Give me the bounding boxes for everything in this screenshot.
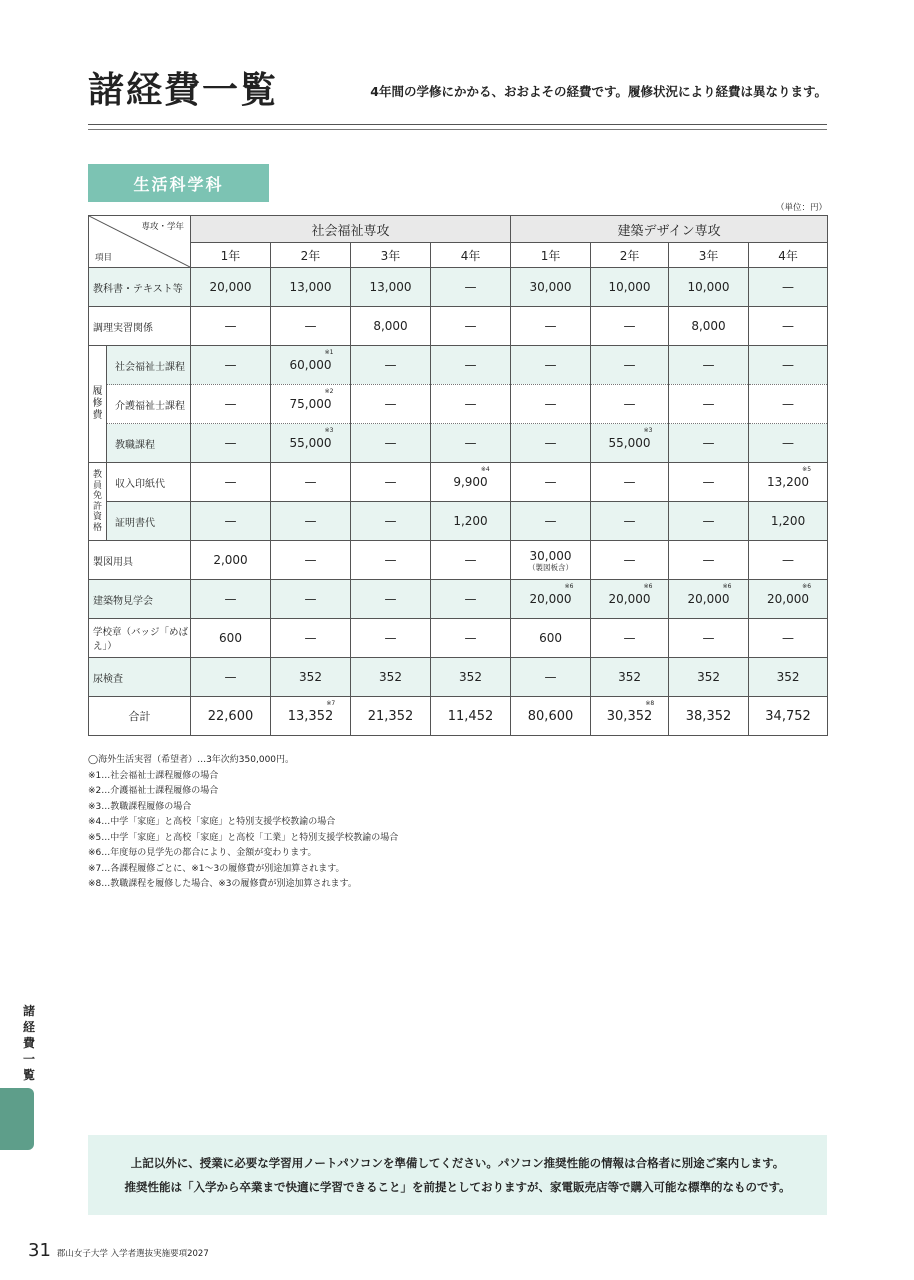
value-cell: 8,000 — [669, 307, 749, 346]
year-header: 1年 — [511, 243, 591, 268]
row-label: 尿検査 — [89, 658, 191, 697]
row-label: 製図用具 — [89, 541, 191, 580]
page-subtitle: 4年間の学修にかかる、おおよその経費です。履修状況により経費は異なります。 — [370, 84, 827, 99]
value-cell: — — [511, 307, 591, 346]
total-row — [89, 697, 828, 736]
footnote-mark: ※1 — [324, 349, 334, 356]
value-cell: — — [749, 424, 828, 463]
value-cell: — — [351, 502, 431, 541]
notice-line: 推奨性能は「入学から卒業まで快適に学習できること」を前提としておりますが、家電販売店等で購入可能な標準的なものです。 — [124, 1180, 791, 1194]
footnote-line: ※2…介護福祉士課程履修の場合 — [88, 786, 219, 796]
table-row — [89, 463, 828, 502]
value-text: 20,000 — [767, 592, 810, 606]
value-cell: — — [191, 658, 271, 697]
total-cell: 34,752 — [749, 697, 828, 736]
table-row — [89, 658, 828, 697]
value-cell: 20,000 — [191, 268, 271, 307]
footnote-line: ※3…教職課程履修の場合 — [88, 801, 192, 812]
value-text: 55,000 — [289, 436, 332, 450]
table-corner-header — [89, 216, 191, 268]
value-cell: — — [271, 580, 351, 619]
value-cell: — — [511, 463, 591, 502]
footnote-mark: ※6 — [722, 583, 732, 590]
value-cell: — — [351, 346, 431, 385]
value-cell: — — [191, 424, 271, 463]
value-cell: 13,000 — [351, 268, 431, 307]
value-cell: — — [431, 268, 511, 307]
footnote-mark: ※8 — [645, 699, 655, 707]
value-cell: — — [271, 619, 351, 658]
value-cell: — — [511, 385, 591, 424]
value-cell: 352 — [431, 658, 511, 697]
value-cell — [431, 463, 511, 502]
footnote-line: ※8…教職課程を履修した場合、※3の履修費が別途加算されます。 — [88, 879, 357, 889]
department-label: 生活科学科 — [88, 164, 269, 202]
value-cell: — — [749, 541, 828, 580]
value-cell: — — [431, 580, 511, 619]
value-text: 13,200 — [767, 475, 810, 489]
table-row — [89, 346, 828, 385]
value-cell: — — [511, 346, 591, 385]
table-row — [89, 541, 828, 580]
footnote-line: ※7…各課程履修ごとに、※1～3の履修費が別途加算されます。 — [88, 863, 345, 874]
corner-label-item: 項目 — [95, 253, 113, 263]
value-cell: — — [591, 346, 669, 385]
value-cell: — — [749, 346, 828, 385]
value-cell: — — [669, 502, 749, 541]
value-cell: — — [749, 268, 828, 307]
table-row — [89, 424, 828, 463]
footnote-mark: ※5 — [802, 466, 812, 473]
value-cell: 2,000 — [191, 541, 271, 580]
table-row — [89, 580, 828, 619]
value-text: 30,352 — [606, 708, 653, 724]
value-cell: — — [749, 385, 828, 424]
year-header: 2年 — [271, 243, 351, 268]
value-cell: — — [271, 502, 351, 541]
footnote-mark: ※6 — [564, 583, 574, 590]
footnote-mark: ※2 — [324, 388, 334, 395]
value-cell: 13,000 — [271, 268, 351, 307]
value-cell: — — [351, 424, 431, 463]
footnote-mark: ※6 — [802, 583, 812, 590]
value-cell: — — [191, 463, 271, 502]
year-header: 3年 — [669, 243, 749, 268]
footnote-line: ※6…年度毎の見学先の都合により、金額が変わります。 — [88, 848, 317, 858]
value-cell: 352 — [351, 658, 431, 697]
value-cell: — — [431, 541, 511, 580]
row-label: 調理実習関係 — [89, 307, 191, 346]
table-row — [89, 307, 828, 346]
value-text: 13,352 — [287, 708, 334, 724]
value-cell: — — [431, 619, 511, 658]
value-cell: — — [431, 346, 511, 385]
row-label: 学校章（バッジ「めばえ」） — [89, 619, 191, 658]
total-cell — [271, 697, 351, 736]
value-cell: 1,200 — [431, 502, 511, 541]
footnote-line: ※1…社会福祉士課程履修の場合 — [88, 770, 219, 781]
value-cell: — — [591, 619, 669, 658]
laptop-notice-box — [88, 1135, 827, 1215]
value-cell: — — [351, 619, 431, 658]
value-cell: — — [591, 385, 669, 424]
major-header-social-welfare: 社会福祉専攻 — [191, 216, 511, 243]
value-cell: — — [749, 619, 828, 658]
value-cell: — — [271, 307, 351, 346]
value-cell: 1,200 — [749, 502, 828, 541]
value-text: 75,000 — [289, 397, 332, 411]
page-footer — [28, 1240, 209, 1261]
cost-table — [88, 215, 828, 736]
notice-line: 上記以外に、授業に必要な学習用ノートパソコンを準備してください。パソコン推奨性能の情報は合格者に別途ご案内します。 — [130, 1156, 785, 1170]
value-cell: — — [191, 385, 271, 424]
value-cell: — — [511, 424, 591, 463]
value-cell: — — [351, 463, 431, 502]
value-cell — [511, 541, 591, 580]
value-cell: — — [351, 541, 431, 580]
value-text: 20,000 — [687, 592, 730, 606]
row-label: 社会福祉士課程 — [107, 346, 191, 385]
total-cell — [591, 697, 669, 736]
year-header: 4年 — [431, 243, 511, 268]
year-header: 4年 — [749, 243, 828, 268]
table-row — [89, 619, 828, 658]
footnote-line: ※4…中学「家庭」と高校「家庭」と特別支援学校教諭の場合 — [88, 817, 336, 827]
value-cell: — — [431, 307, 511, 346]
value-cell — [749, 463, 828, 502]
year-header: 3年 — [351, 243, 431, 268]
value-cell — [591, 580, 669, 619]
value-cell: — — [591, 307, 669, 346]
value-cell: — — [431, 385, 511, 424]
row-label: 証明書代 — [107, 502, 191, 541]
value-cell: — — [191, 346, 271, 385]
value-text: 30,000 — [529, 548, 572, 563]
value-cell — [669, 580, 749, 619]
group-label-rishuhi: 履 修 費 — [89, 346, 107, 463]
row-label: 介護福祉士課程 — [107, 385, 191, 424]
footnote-line: ※5…中学「家庭」と高校「家庭」と高校「工業」と特別支援学校教諭の場合 — [88, 832, 399, 843]
total-cell: 38,352 — [669, 697, 749, 736]
document-title: 郡山女子大学 入学者選抜実施要項2027 — [56, 1249, 209, 1259]
value-cell: — — [191, 307, 271, 346]
total-cell: 21,352 — [351, 697, 431, 736]
value-cell: 8,000 — [351, 307, 431, 346]
value-cell: — — [591, 502, 669, 541]
value-text: 60,000 — [289, 358, 332, 372]
value-cell: — — [191, 502, 271, 541]
value-cell: — — [271, 463, 351, 502]
value-cell: 10,000 — [669, 268, 749, 307]
value-cell: — — [351, 580, 431, 619]
value-cell: — — [591, 541, 669, 580]
side-section-label: 諸 経 費 一 覧 — [22, 1004, 35, 1082]
row-label: 建築物見学会 — [89, 580, 191, 619]
row-label: 教科書・テキスト等 — [89, 268, 191, 307]
value-cell: — — [669, 619, 749, 658]
value-cell — [511, 580, 591, 619]
side-index-tab — [0, 1088, 34, 1150]
value-cell — [749, 580, 828, 619]
value-cell: — — [669, 424, 749, 463]
value-cell: — — [749, 307, 828, 346]
footnote-line: ◯海外生活実習（希望者）…3年次約350,000円。 — [88, 755, 295, 765]
value-cell: 600 — [191, 619, 271, 658]
value-cell: — — [511, 502, 591, 541]
value-cell: 10,000 — [591, 268, 669, 307]
total-cell: 11,452 — [431, 697, 511, 736]
value-cell: — — [591, 463, 669, 502]
value-note: （製図板含） — [528, 562, 574, 572]
page-number: 31 — [28, 1240, 51, 1261]
value-cell: — — [271, 541, 351, 580]
value-text: 55,000 — [608, 436, 651, 450]
footnote-mark: ※3 — [324, 427, 334, 434]
footnote-mark: ※7 — [326, 699, 336, 707]
value-cell — [271, 424, 351, 463]
title-divider-bottom — [88, 129, 827, 130]
value-cell — [271, 346, 351, 385]
value-cell: 30,000 — [511, 268, 591, 307]
value-text: 9,900 — [453, 475, 488, 489]
value-text: 20,000 — [529, 592, 572, 606]
value-cell: 352 — [271, 658, 351, 697]
value-cell: — — [351, 385, 431, 424]
table-row — [89, 268, 828, 307]
footnote-mark: ※4 — [480, 466, 490, 473]
value-cell: — — [191, 580, 271, 619]
row-label: 教職課程 — [107, 424, 191, 463]
footnote-mark: ※3 — [643, 427, 653, 434]
value-cell: — — [669, 385, 749, 424]
total-cell: 80,600 — [511, 697, 591, 736]
major-header-architecture: 建築デザイン専攻 — [511, 216, 828, 243]
year-header: 1年 — [191, 243, 271, 268]
value-cell: — — [669, 346, 749, 385]
value-cell: 352 — [669, 658, 749, 697]
value-cell: — — [669, 541, 749, 580]
value-text: 20,000 — [608, 592, 651, 606]
table-row — [89, 502, 828, 541]
footnote-mark: ※6 — [643, 583, 653, 590]
total-cell: 22,600 — [191, 697, 271, 736]
corner-label-major-year: 専攻・学年 — [141, 222, 184, 232]
year-header: 2年 — [591, 243, 669, 268]
unit-note: （単位：円） — [775, 203, 827, 213]
value-cell — [271, 385, 351, 424]
row-label: 収入印紙代 — [107, 463, 191, 502]
value-cell: — — [431, 424, 511, 463]
value-cell: 352 — [749, 658, 828, 697]
value-cell — [591, 424, 669, 463]
value-cell: 600 — [511, 619, 591, 658]
row-label-total: 合計 — [89, 697, 191, 736]
group-label-teacher-license: 教 員 免 許 資 格 — [89, 463, 107, 541]
value-cell: 352 — [591, 658, 669, 697]
table-row — [89, 385, 828, 424]
page-title: 諸経費一覧 — [88, 70, 279, 111]
value-cell: — — [511, 658, 591, 697]
footnotes — [88, 753, 398, 893]
title-divider-top — [88, 124, 827, 125]
value-cell: — — [669, 463, 749, 502]
